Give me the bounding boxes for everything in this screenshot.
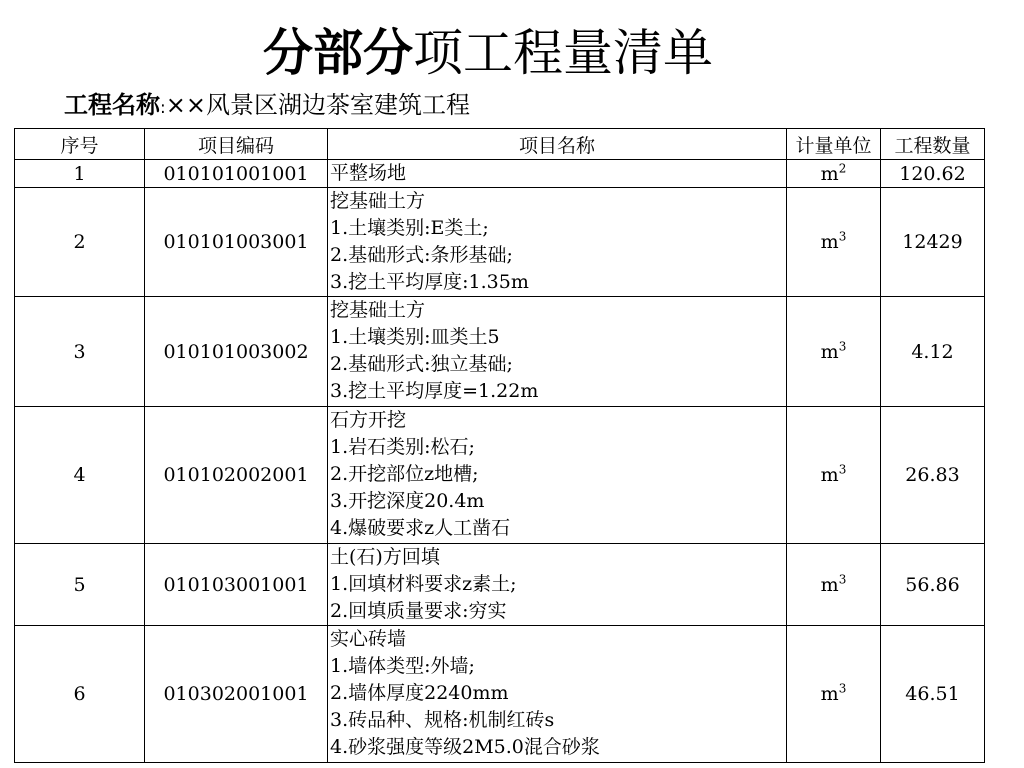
table-row <box>15 297 985 407</box>
header-code: 项目编码 <box>145 129 328 160</box>
project-separator: : <box>160 98 166 118</box>
project-name-line <box>64 88 470 125</box>
header-qty: 工程数量 <box>881 129 985 160</box>
name-line: 挖基础土方 <box>330 299 426 321</box>
name-line: 1.墙体类型:外墙; <box>330 655 475 677</box>
table-row <box>15 188 985 297</box>
name-line: 实心砖墙 <box>330 628 407 650</box>
name-line: 4.爆破要求z人工凿石 <box>330 517 511 539</box>
cell-code: 010101003002 <box>145 297 328 407</box>
unit-exponent: 2 <box>838 161 847 176</box>
cell-unit <box>787 160 881 188</box>
cell-code: 010302001001 <box>145 626 328 763</box>
name-line: 2.回填质量要求:穷实 <box>330 600 507 622</box>
cell-name <box>328 626 787 763</box>
name-line: 3.挖土平均厚度=1.22m <box>330 380 539 402</box>
name-line: 3.砖品种、规格:机制红砖s <box>330 709 555 731</box>
name-line: 2.基础形式:条形基础; <box>330 244 513 266</box>
bill-of-quantities-table <box>14 128 985 763</box>
cell-no: 4 <box>15 407 145 544</box>
name-line: 4.砂浆强度等级2M5.0混合砂浆 <box>330 736 600 758</box>
name-line: 2.基础形式:独立基础; <box>330 353 513 375</box>
cell-qty: 26.83 <box>881 407 985 544</box>
unit-exponent: 3 <box>838 462 847 477</box>
cell-unit <box>787 297 881 407</box>
unit-base: m <box>820 162 839 185</box>
header-no: 序号 <box>15 129 145 160</box>
name-line: 2.墙体厚度2240mm <box>330 682 509 704</box>
name-line: 3.挖土平均厚度:1.35m <box>330 271 529 293</box>
table-header-row <box>15 129 985 160</box>
table-row <box>15 407 985 544</box>
cell-qty: 56.86 <box>881 544 985 626</box>
cell-no: 6 <box>15 626 145 763</box>
title-bold-part: 分部分 <box>263 24 413 82</box>
cell-no: 3 <box>15 297 145 407</box>
name-line: 石方开挖 <box>330 409 407 431</box>
cell-unit <box>787 407 881 544</box>
cell-unit <box>787 544 881 626</box>
unit-base: m <box>820 573 839 596</box>
unit-exponent: 3 <box>838 229 847 244</box>
cell-code: 010102002001 <box>145 407 328 544</box>
cell-name <box>328 297 787 407</box>
cell-name <box>328 407 787 544</box>
unit-exponent: 3 <box>838 681 847 696</box>
cell-no: 2 <box>15 188 145 297</box>
unit-base: m <box>820 683 839 705</box>
cell-qty: 46.51 <box>881 626 985 763</box>
cell-qty: 4.12 <box>881 297 985 407</box>
unit-base: m <box>820 340 839 363</box>
cell-unit <box>787 626 881 763</box>
name-line: 土(石)方回填 <box>330 546 440 568</box>
cell-qty: 12429 <box>881 188 985 297</box>
cell-code: 010101003001 <box>145 188 328 297</box>
table-row <box>15 544 985 626</box>
name-line: 3.开挖深度20.4m <box>330 490 485 512</box>
unit-exponent: 3 <box>838 339 847 354</box>
table-row <box>15 160 985 188</box>
cell-code: 010103001001 <box>145 544 328 626</box>
unit-base: m <box>820 464 839 486</box>
header-name: 项目名称 <box>328 129 787 160</box>
project-label: 工程名称 <box>64 91 160 119</box>
name-line: 挖基础土方 <box>330 190 426 212</box>
name-line: 平整场地 <box>330 162 407 184</box>
cell-name <box>328 544 787 626</box>
cell-name <box>328 188 787 297</box>
cell-no: 1 <box>15 160 145 188</box>
unit-base: m <box>820 231 839 253</box>
unit-exponent: 3 <box>838 572 847 587</box>
cell-unit <box>787 188 881 297</box>
header-unit: 计量单位 <box>787 129 881 160</box>
name-line: 1.回填材料要求z素土; <box>330 573 517 595</box>
name-line: 1.土壤类别:皿类土5 <box>330 326 500 348</box>
cell-qty: 120.62 <box>881 160 985 188</box>
page-title <box>0 22 976 84</box>
cell-name <box>328 160 787 188</box>
project-name: ××风景区湖边茶室建筑工程 <box>165 91 470 119</box>
cell-code: 010101001001 <box>145 160 328 188</box>
name-line: 2.开挖部位z地槽; <box>330 463 479 485</box>
cell-no: 5 <box>15 544 145 626</box>
name-line: 1.土壤类别:E类土; <box>330 217 489 239</box>
table-body <box>15 160 985 763</box>
name-line: 1.岩石类别:松石; <box>330 436 475 458</box>
title-regular-part: 项工程量清单 <box>413 24 713 82</box>
table-row <box>15 626 985 763</box>
